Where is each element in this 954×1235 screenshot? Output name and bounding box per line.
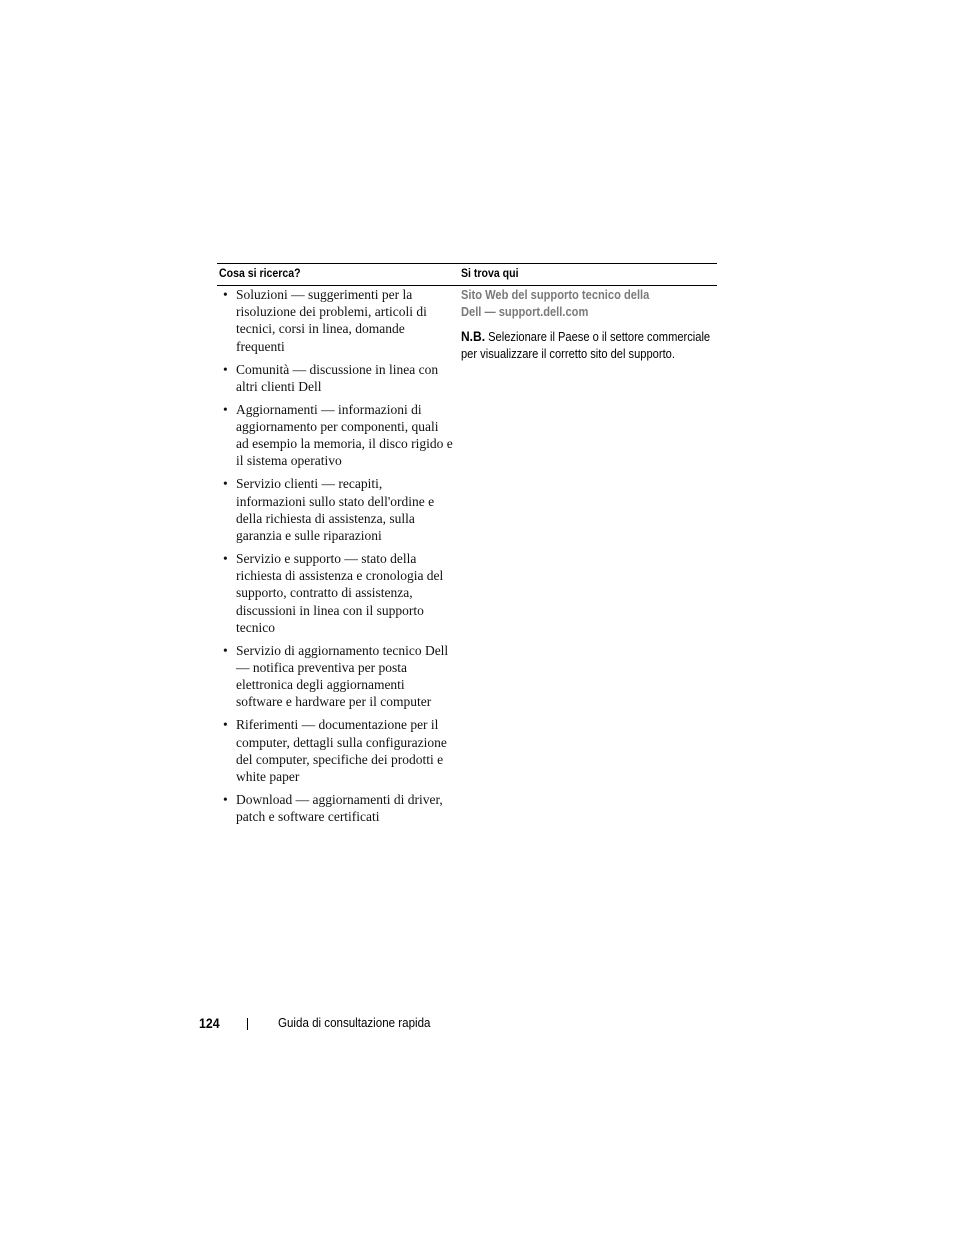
resource-list xyxy=(219,286,453,831)
list-item xyxy=(219,286,453,355)
support-site-link[interactable] xyxy=(461,287,719,321)
list-item xyxy=(219,361,453,395)
list-item-text: Servizio di aggiornamento tecnico Dell — notifica preventiva per posta elettronica degli aggiornamenti software e hardware per il computer xyxy=(236,642,449,710)
list-item-text: Comunità — discussione in linea con altri clienti Dell xyxy=(236,361,439,394)
footer-separator xyxy=(247,1018,248,1030)
column-header-where: Si trova qui xyxy=(461,266,519,280)
support-site-line1: Sito Web del supporto tecnico della xyxy=(461,288,650,302)
bullet-icon: • xyxy=(223,792,228,808)
list-item xyxy=(219,642,453,711)
bullet-icon: • xyxy=(223,287,228,302)
bullet-icon: • xyxy=(223,642,228,658)
list-item xyxy=(219,550,453,636)
list-item xyxy=(219,475,453,544)
note-block xyxy=(461,328,719,363)
list-item-text: Download — aggiornamenti di driver, patch e software certificati xyxy=(236,792,443,825)
table-top-rule xyxy=(217,263,717,264)
bullet-icon: • xyxy=(223,476,228,492)
note-label: N.B. xyxy=(461,329,486,344)
list-item xyxy=(219,401,453,470)
source-cell xyxy=(461,287,719,363)
note-text: Selezionare il Paese o il settore commerciale per visualizzare il corretto sito del supporto. xyxy=(461,330,711,361)
page-number: 124 xyxy=(199,1015,220,1031)
list-item-text: Servizio clienti — recapiti, informazioni sullo stato dell'ordine e della richiesta di assistenza, sulla garanzia e sulle riparazioni xyxy=(236,476,435,544)
column-header-what: Cosa si ricerca? xyxy=(219,266,301,280)
list-item xyxy=(219,716,453,785)
footer-title: Guida di consultazione rapida xyxy=(278,1015,431,1030)
list-item-text: Riferimenti — documentazione per il computer, dettagli sulla configurazione del computer, specifiche dei prodotti e white paper xyxy=(236,717,447,785)
bullet-icon: • xyxy=(223,717,228,733)
list-item-text: Aggiornamenti — informazioni di aggiornamento per componenti, quali ad esempio la memoria, il disco rigido e il sistema operativo xyxy=(236,401,453,469)
bullet-icon: • xyxy=(223,361,228,377)
support-site-line2: Dell — support.dell.com xyxy=(461,305,589,319)
list-item xyxy=(219,791,453,825)
list-item-text: Soluzioni — suggerimenti per la risoluzione dei problemi, articoli di tecnici, corsi in linea, domande frequenti xyxy=(236,287,427,354)
bullet-icon: • xyxy=(223,551,228,567)
list-item-text: Servizio e supporto — stato della richiesta di assistenza e cronologia del supporto, contratto di assistenza, discussioni in linea con il supporto tecnico xyxy=(236,551,444,635)
bullet-icon: • xyxy=(223,401,228,417)
